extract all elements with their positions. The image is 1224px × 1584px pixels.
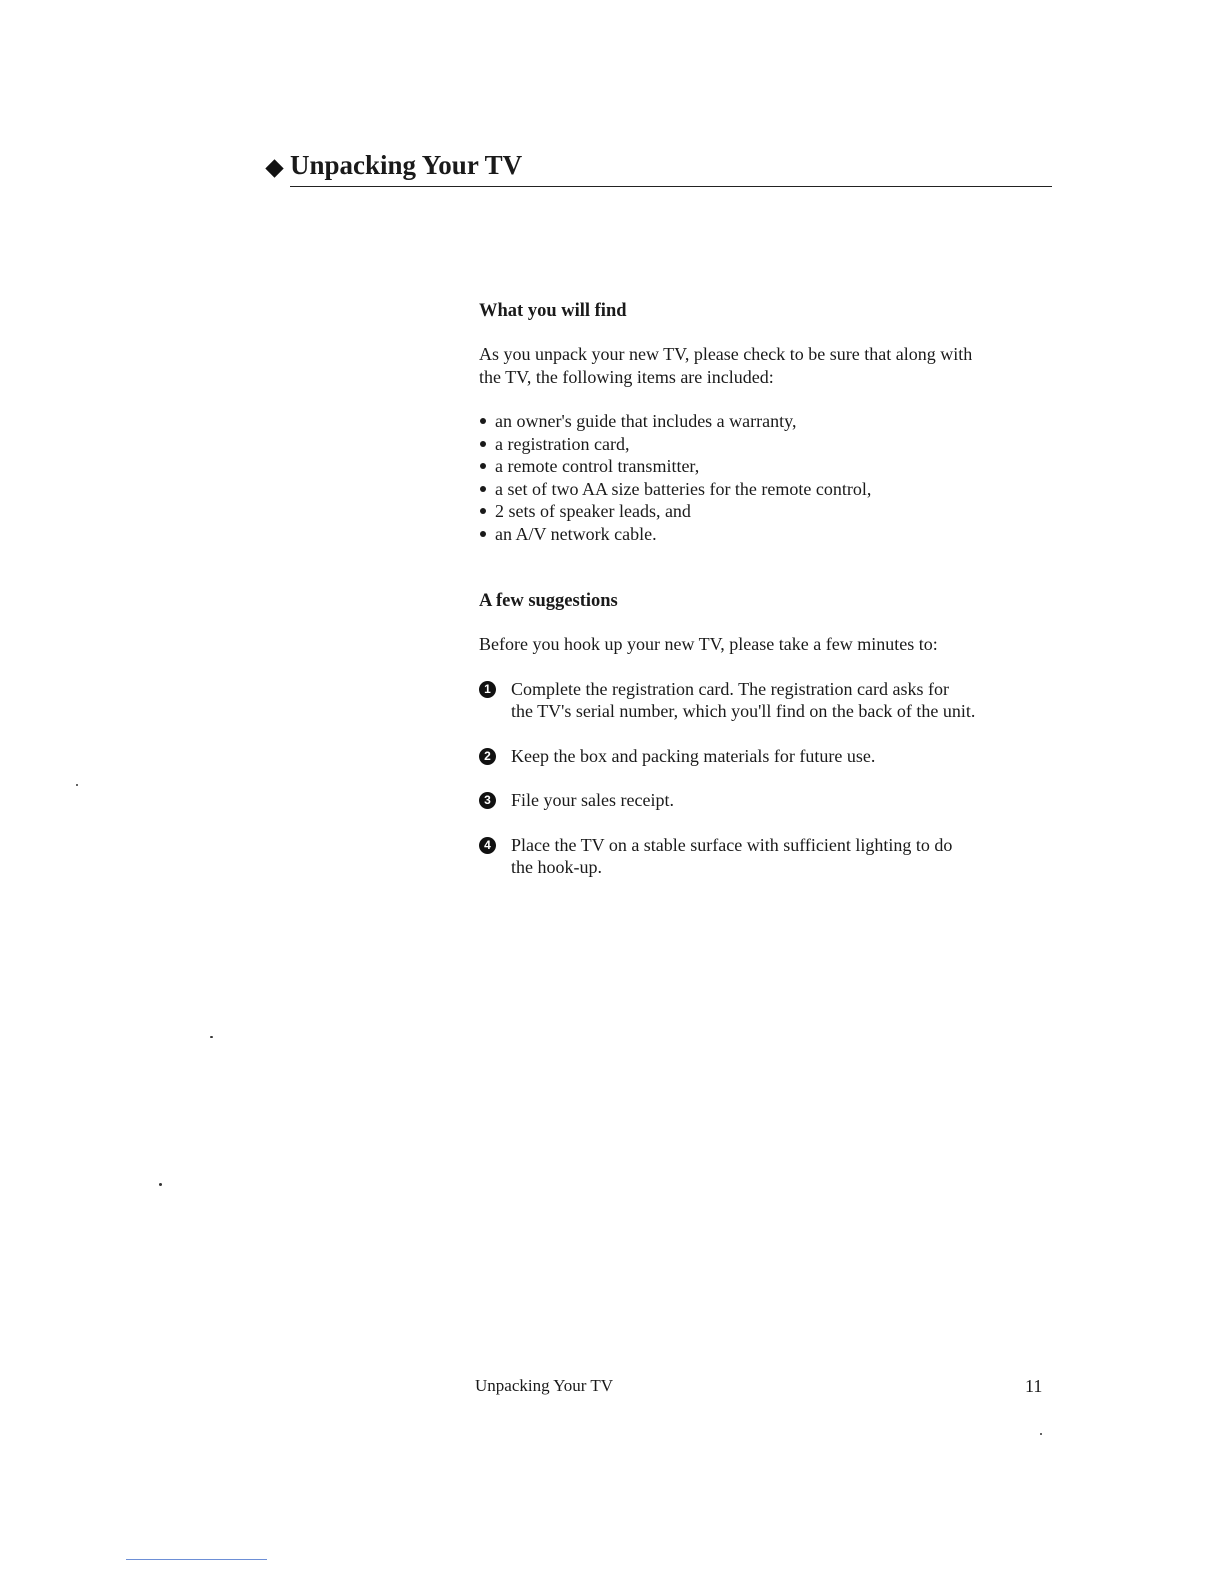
step-text-line-1: Keep the box and packing materials for future use. (511, 745, 876, 766)
scan-speck (210, 1036, 213, 1038)
find-intro-line-2: the TV, the following items are included: (479, 366, 774, 387)
step-text-line-1: Place the TV on a stable surface with sufficient lighting to do (511, 834, 953, 855)
step-text-line-1: File your sales receipt. (511, 790, 674, 810)
bullet-dot-icon (480, 508, 486, 514)
list-item-text: an owner's guide that includes a warranty, (495, 411, 797, 431)
bullet-dot-icon (480, 531, 486, 537)
bottom-edge-rule (126, 1559, 267, 1560)
a-few-suggestions-section (479, 588, 1059, 879)
bullet-dot-icon (480, 486, 486, 492)
step-number-3-icon: 3 (479, 792, 496, 809)
step-item (479, 745, 1059, 768)
footer-section-label: Unpacking Your TV (475, 1376, 614, 1395)
step-text-line-2: the TV's serial number, which you'll find on the back of the unit. (511, 701, 976, 721)
step-number-1-icon: 1 (479, 681, 496, 698)
diamond-bullet-icon (265, 159, 283, 177)
bullet-dot-icon (480, 463, 486, 469)
list-item (479, 455, 1059, 478)
main-content (479, 298, 1059, 901)
scan-speck (1040, 1433, 1042, 1435)
included-items-list (479, 410, 1059, 545)
list-item (479, 433, 1059, 456)
find-intro-paragraph (479, 343, 1059, 388)
step-item (479, 789, 1059, 812)
find-intro-line-1: As you unpack your new TV, please check to be sure that along with (479, 344, 973, 364)
step-item (479, 678, 1059, 723)
step-text-line-1: Complete the registration card. The registration card asks for (511, 678, 950, 699)
page-title: Unpacking Your TV (290, 150, 523, 180)
bullet-dot-icon (480, 418, 486, 424)
scan-speck (76, 784, 78, 786)
list-item (479, 523, 1059, 546)
step-item (479, 834, 1059, 879)
page-header (262, 148, 1052, 190)
suggestion-steps-list (479, 678, 1059, 879)
list-item-text: 2 sets of speaker leads, and (495, 501, 691, 521)
header-rule (290, 186, 1052, 187)
suggestions-intro-paragraph: Before you hook up your new TV, please take a few minutes to: (479, 634, 938, 654)
list-item-text: a remote control transmitter, (495, 456, 700, 476)
list-item (479, 500, 1059, 523)
section-heading-a-few-suggestions: A few suggestions (479, 591, 618, 611)
list-item-text: an A/V network cable. (495, 523, 657, 544)
bullet-dot-icon (480, 441, 486, 447)
what-you-will-find-section (479, 298, 1059, 545)
list-item-text: a registration card, (495, 433, 630, 454)
step-text-line-2: the hook-up. (511, 857, 602, 877)
step-number-2-icon: 2 (479, 748, 496, 765)
list-item (479, 478, 1059, 501)
list-item (479, 410, 1059, 433)
section-heading-what-you-will-find: What you will find (479, 301, 627, 321)
step-number-4-icon: 4 (479, 837, 496, 854)
footer-page-number: 11 (1025, 1376, 1043, 1396)
list-item-text: a set of two AA size batteries for the remote control, (495, 478, 872, 499)
scan-speck (159, 1183, 162, 1186)
